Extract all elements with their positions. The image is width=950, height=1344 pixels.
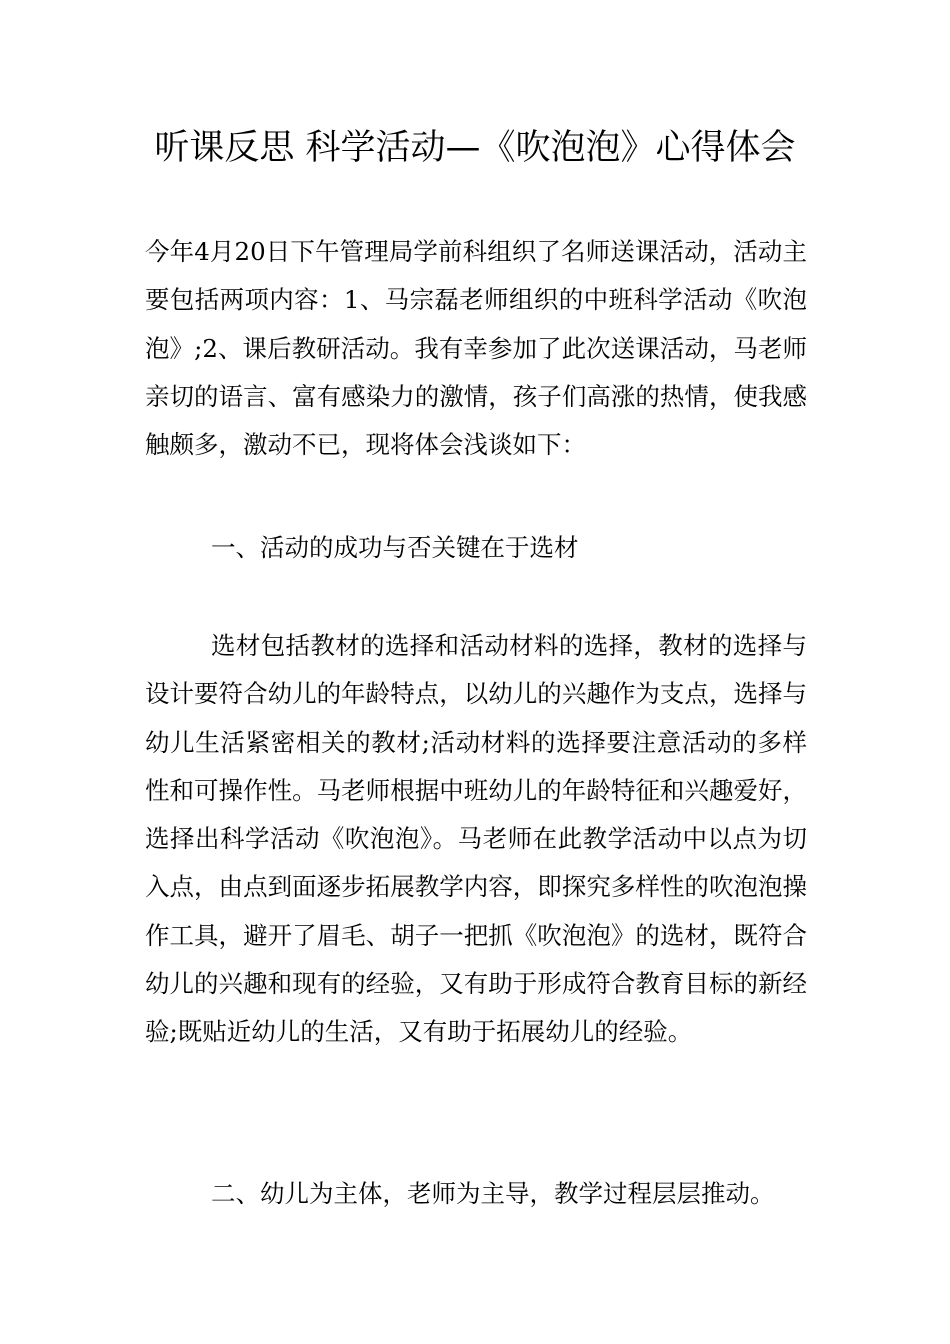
intro-paragraph: 今年4月20日下午管理局学前科组织了名师送课活动，活动主要包括两项内容：1、马宗磊老师组织的中班科学活动《吹泡泡》;2、课后教研活动。我有幸参加了此次送课活动，马老师亲切的语言、富有感染力的激情，孩子们高涨的热情，使我感触颇多，激动不已，现将体会浅谈如下： <box>145 237 807 460</box>
section-heading-2: 二、幼儿为主体，老师为主导，教学过程层层推动。 <box>211 1179 775 1208</box>
page-title: 听课反思 科学活动—《吹泡泡》心得体会 <box>154 128 796 168</box>
section-heading-1: 一、活动的成功与否关键在于选材 <box>211 533 579 562</box>
section-paragraph-1: 选材包括教材的选择和活动材料的选择，教材的选择与设计要符合幼儿的年龄特点，以幼儿的兴趣作为支点，选择与幼儿生活紧密相关的教材;活动材料的选择要注意活动的多样性和可操作性。马老师根据中班幼儿的年龄特征和兴趣爱好，选择出科学活动《吹泡泡》。马老师在此教学活动中以点为切入点，由点到面逐步拓展教学内容，即探究多样性的吹泡泡操作工具，避开了眉毛、胡子一把抓《吹泡泡》的选材，既符合幼儿的兴趣和现有的经验，又有助于形成符合教育目标的新经验;既贴近幼儿的生活，又有助于拓展幼儿的经验。 <box>145 631 807 1047</box>
